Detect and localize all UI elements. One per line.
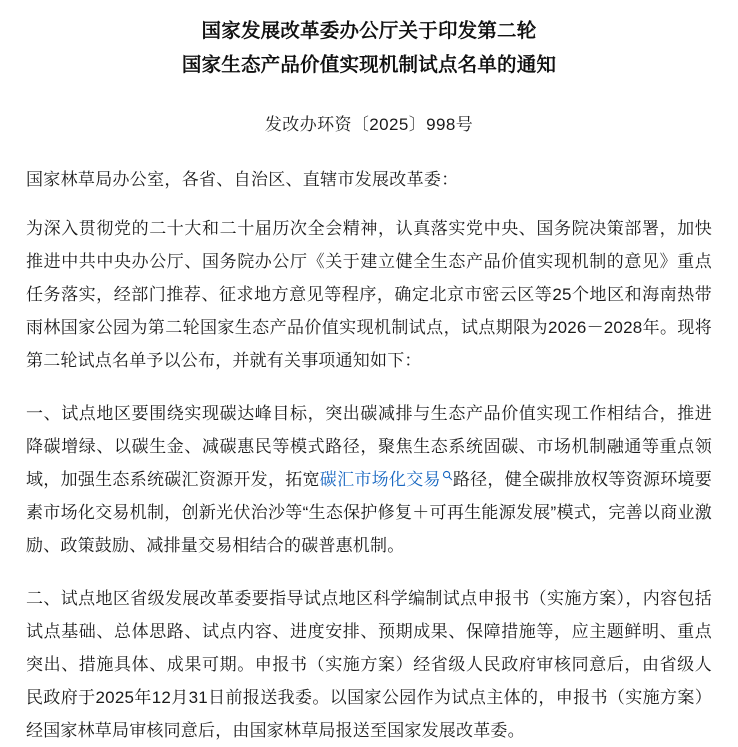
paragraph-item-one-text-before: 一、试点地区要围绕实现碳达峰目标，突出碳减排与生态产品价值实现工作相结合，推进降碳增绿、以碳生金、减碳惠民等模式路径，聚焦生态系统固碳、市场机制融通等重点领域，加强生态系统碳汇资源开发，拓宽 — [26, 404, 712, 489]
paragraph-item-two-text: 二、试点地区省级发展改革委要指导试点地区科学编制试点申报书（实施方案），内容包括试点基础、总体思路、试点内容、进度安排、预期成果、保障措施等，应主题鲜明、重点突出、措施具体、成果可期。申报书（实施方案）经省级人民政府审核同意后，由省级人民政府于2025年12月31日前报送我委。以国家公园作为试点主体的，申报书（实施方案）经国家林草局审核同意后，由国家林草局报送至国家发展改革委。 — [26, 589, 712, 740]
paragraph-background-text: 为深入贯彻党的二十大和二十届历次全会精神，认真落实党中央、国务院决策部署，加快推进中共中央办公厅、国务院办公厅《关于建立健全生态产品价值实现机制的意见》重点任务落实，经部门推荐、征求地方意见等程序，确定北京市密云区等25个地区和海南热带雨林国家公园为第二轮国家生态产品价值实现机制试点，试点期限为2026－2028年。现将第二轮试点名单予以公布，并就有关事项通知如下： — [26, 219, 712, 370]
paragraph-item-two — [26, 582, 712, 747]
salutation: 国家林草局办公室，各省、自治区、直辖市发展改革委： — [26, 170, 459, 189]
document-number: 发改办环资〔2025〕998号 — [264, 115, 474, 134]
carbon-sink-market-link[interactable]: 碳汇市场化交易 — [319, 470, 441, 489]
search-icon[interactable] — [442, 470, 453, 481]
paragraph-item-one-text-after: 路径，健全碳排放权等资源环境要素市场化交易机制，创新光伏治沙等“生态保护修复＋可再生能源发展”模式，完善以商业激励、政策鼓励、减排量交易相结合的碳普惠机制。 — [26, 470, 713, 555]
paragraph-background — [26, 212, 712, 377]
page-title — [26, 14, 712, 82]
page-title-line-2: 国家生态产品价值实现机制试点名单的通知 — [181, 54, 557, 76]
page-title-line-1: 国家发展改革委办公厅关于印发第二轮 — [201, 20, 537, 42]
paragraph-item-one — [26, 397, 712, 562]
